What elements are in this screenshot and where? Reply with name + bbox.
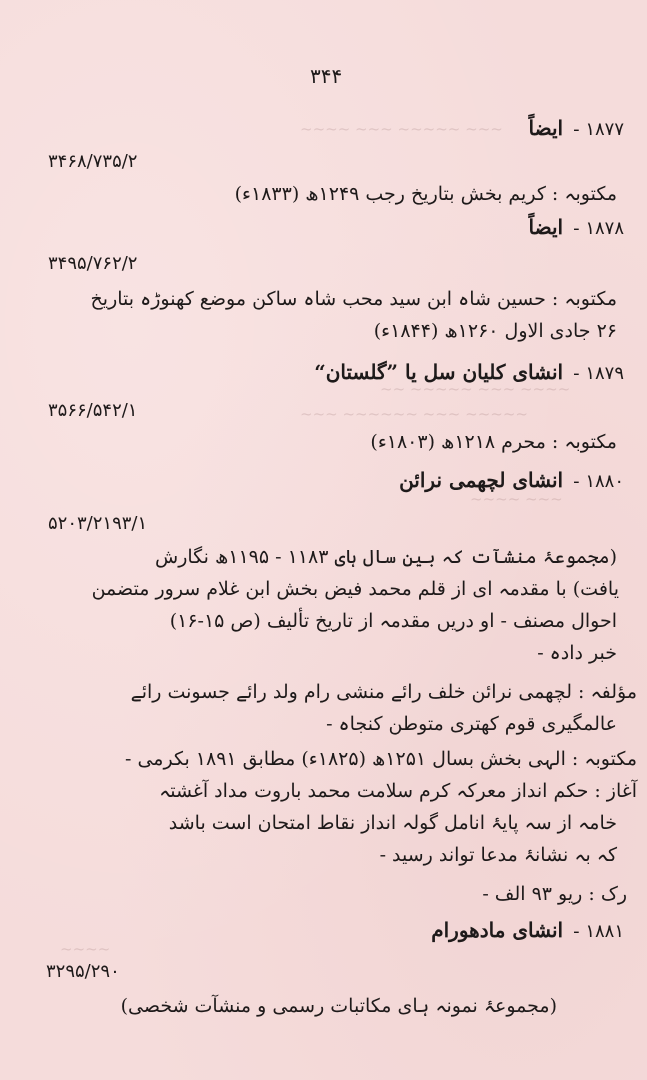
text-line: (مجموعۂ نمونہ ہای مکاتبات رسمی و منشآت شخصی): [120, 995, 557, 1017]
shelfmark: ۳۴۹۵/۷۶۲/۲: [48, 253, 138, 274]
entry-title: انشای مادھورام: [431, 918, 564, 942]
shelfmark: ۵۲۰۳/۲۱۹۳/۱: [48, 513, 148, 534]
entry-heading: [24, 215, 624, 239]
text-line: (مجموعۂ منشآت کہ بین سال ہای ۱۱۸۳ - ۱۱۹۵ھ نگارش: [155, 546, 617, 568]
entry-heading: [24, 468, 624, 492]
bleed-through-text: ~~~ ~~~~~ ~~~ ~~~~: [300, 120, 503, 138]
text-line: ۲۶ جادی الاول ۱۲۶۰ھ (۱۸۴۴ء): [373, 320, 617, 342]
bleed-through-text: ~~~ ~~~~: [470, 490, 563, 508]
text-line: کہ بہ نشانۂ مدعا تواند رسید -: [379, 844, 617, 866]
bleed-through-text: ~~~~ ~~~ ~~~~~ ~~: [380, 380, 571, 398]
page-number: ۳۴۴: [310, 64, 343, 88]
shelfmark: ۳۴۶۸/۷۳۵/۲: [48, 151, 138, 172]
text-line: احوال مصنف - او دریں مقدمہ از تاریخ تألیف (ص ۱۵-۱۶): [169, 610, 617, 632]
text-line: خامہ از سہ پایۂ انامل گولہ انداز نقاط امتحان است باشد: [168, 812, 617, 834]
entry-title: انشای لچھمی نرائن: [399, 468, 564, 492]
text-line: مؤلفہ : لچھمی نرائن خلف رائے منشی رام ولد رائے جسونت رائے: [130, 681, 637, 703]
bleed-through-text: ~~~~: [60, 940, 111, 958]
entry-number: ۱۸۸۱ -: [573, 921, 624, 942]
text-line: مکتوبہ : محرم ۱۲۱۸ھ (۱۸۰۳ء): [370, 431, 617, 453]
bleed-through-text: ~~~~~ ~~~ ~~~~~~ ~~~: [300, 405, 528, 423]
entry-heading: [24, 116, 624, 140]
text-line: رک : ریو ۹۳ الف -: [482, 883, 627, 905]
entry-title: ایضاً: [528, 116, 564, 140]
shelfmark: ۳۲۹۵/۲۹۰: [46, 961, 120, 982]
entry-number: ۱۸۷۹ -: [573, 363, 624, 384]
entry-number: ۱۸۷۸ -: [573, 218, 624, 239]
entry-heading: [24, 918, 624, 942]
entry-number: ۱۸۸۰ -: [573, 471, 624, 492]
text-line: مکتوبہ : حسین شاہ ابن سید محب شاہ ساکن موضع کھنوڑہ بتاریخ: [90, 288, 617, 310]
entry-number: ۱۸۷۷ -: [573, 119, 624, 140]
text-line: آغاز : حکم انداز معرکہ کرم سلامت محمد باروت مداد آغشتہ: [159, 780, 637, 802]
text-line: خبر دادہ -: [537, 642, 617, 664]
entry-title: ایضاً: [528, 215, 564, 239]
entry-heading: [24, 360, 624, 384]
text-line: یافت) با مقدمہ ای از قلم محمد فیض بخش ابن غلام سرور متضمن: [91, 578, 619, 600]
text-line: عالمگیری قوم کھتری متوطن کنجاہ -: [326, 713, 617, 735]
entry-title: انشای کلیان سل یا ”گلستان“: [314, 360, 564, 384]
text-line: مکتوبہ : الہی بخش بسال ۱۲۵۱ھ (۱۸۲۵ء) مطابق ۱۸۹۱ بکرمی -: [125, 748, 637, 770]
shelfmark: ۳۵۶۶/۵۴۲/۱: [48, 400, 138, 421]
text-line: مکتوبہ : کریم بخش بتاریخ رجب ۱۲۴۹ھ (۱۸۳۳ء): [234, 183, 617, 205]
